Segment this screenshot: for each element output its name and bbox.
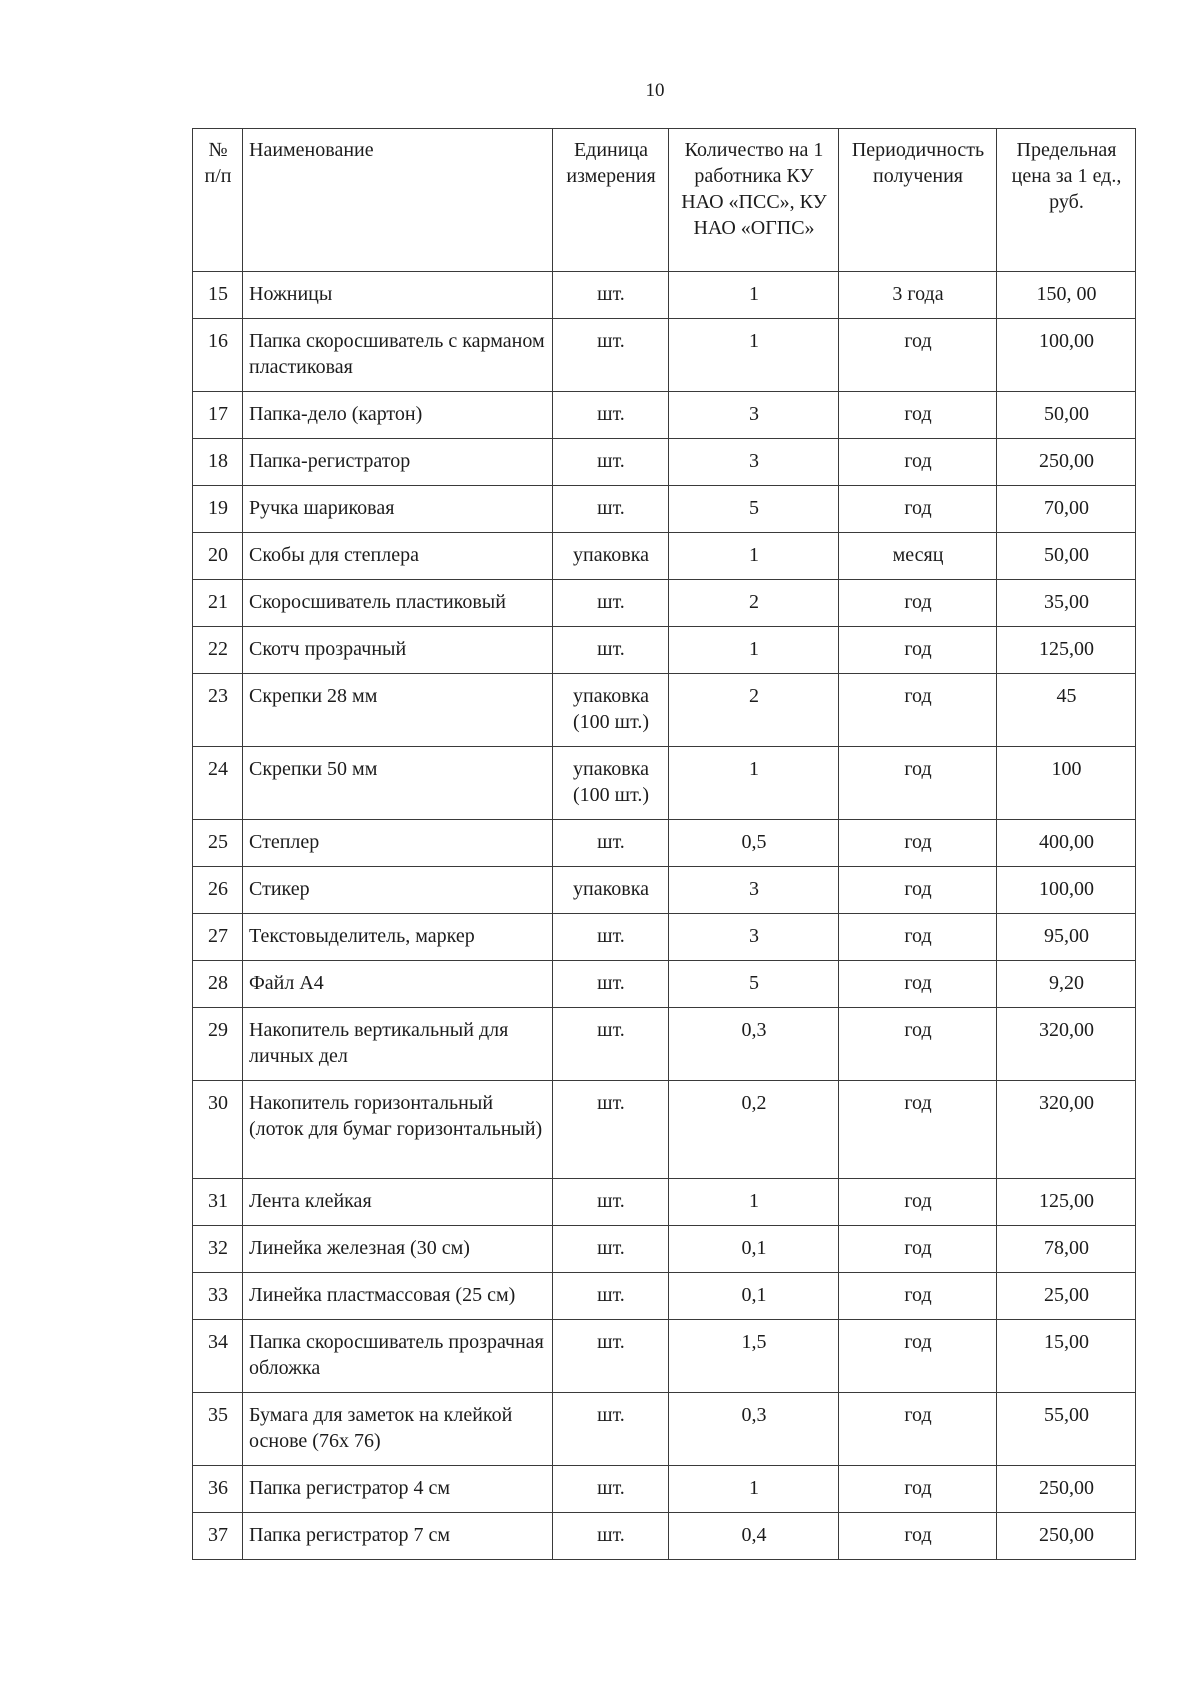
cell-period: год <box>839 1320 997 1393</box>
cell-period: год <box>839 1008 997 1081</box>
cell-name: Файл А4 <box>243 961 553 1008</box>
cell-qty: 0,5 <box>669 820 839 867</box>
supplies-table <box>192 128 1136 1560</box>
cell-price: 100,00 <box>997 319 1136 392</box>
cell-period: год <box>839 1393 997 1466</box>
cell-num: 18 <box>193 439 243 486</box>
table-row <box>193 1226 1136 1273</box>
cell-unit: шт. <box>553 820 669 867</box>
header-price: Предельная цена за 1 ед., руб. <box>997 129 1136 272</box>
cell-period: год <box>839 1179 997 1226</box>
cell-name: Линейка пластмассовая (25 см) <box>243 1273 553 1320</box>
cell-qty: 2 <box>669 580 839 627</box>
cell-qty: 0,4 <box>669 1513 839 1560</box>
cell-num: 32 <box>193 1226 243 1273</box>
cell-num: 17 <box>193 392 243 439</box>
cell-unit: шт. <box>553 914 669 961</box>
cell-num: 35 <box>193 1393 243 1466</box>
table-row <box>193 580 1136 627</box>
cell-price: 250,00 <box>997 439 1136 486</box>
table-row <box>193 439 1136 486</box>
cell-name: Накопитель вертикальный для личных дел <box>243 1008 553 1081</box>
cell-unit: шт. <box>553 1273 669 1320</box>
cell-period: год <box>839 580 997 627</box>
cell-unit: упаковка <box>553 867 669 914</box>
table-row <box>193 1179 1136 1226</box>
cell-period: год <box>839 914 997 961</box>
cell-unit: упаковка (100 шт.) <box>553 674 669 747</box>
cell-period: год <box>839 674 997 747</box>
cell-qty: 1 <box>669 272 839 319</box>
cell-name: Скрепки 28 мм <box>243 674 553 747</box>
cell-unit: шт. <box>553 486 669 533</box>
cell-price: 125,00 <box>997 1179 1136 1226</box>
cell-num: 15 <box>193 272 243 319</box>
cell-price: 70,00 <box>997 486 1136 533</box>
cell-price: 45 <box>997 674 1136 747</box>
table-row <box>193 1008 1136 1081</box>
table-row <box>193 1081 1136 1179</box>
cell-name: Папка скоросшиватель с карманом пластиковая <box>243 319 553 392</box>
table-body <box>193 272 1136 1560</box>
cell-qty: 1 <box>669 533 839 580</box>
cell-qty: 1 <box>669 627 839 674</box>
cell-name: Степлер <box>243 820 553 867</box>
cell-unit: шт. <box>553 961 669 1008</box>
cell-period: год <box>839 1081 997 1179</box>
cell-qty: 5 <box>669 961 839 1008</box>
table-row <box>193 1466 1136 1513</box>
cell-period: год <box>839 439 997 486</box>
cell-name: Бумага для заметок на клейкой основе (76х 76) <box>243 1393 553 1466</box>
table-row <box>193 674 1136 747</box>
cell-qty: 3 <box>669 914 839 961</box>
table-row <box>193 820 1136 867</box>
cell-name: Скрепки 50 мм <box>243 747 553 820</box>
cell-unit: шт. <box>553 1081 669 1179</box>
cell-num: 20 <box>193 533 243 580</box>
cell-price: 15,00 <box>997 1320 1136 1393</box>
cell-qty: 3 <box>669 439 839 486</box>
cell-period: год <box>839 319 997 392</box>
cell-price: 35,00 <box>997 580 1136 627</box>
cell-unit: шт. <box>553 319 669 392</box>
cell-name: Скобы для степлера <box>243 533 553 580</box>
cell-num: 31 <box>193 1179 243 1226</box>
cell-name: Ручка шариковая <box>243 486 553 533</box>
table-row <box>193 1320 1136 1393</box>
cell-price: 250,00 <box>997 1466 1136 1513</box>
cell-price: 150, 00 <box>997 272 1136 319</box>
cell-qty: 1 <box>669 1179 839 1226</box>
cell-unit: шт. <box>553 1466 669 1513</box>
cell-unit: шт. <box>553 580 669 627</box>
cell-price: 9,20 <box>997 961 1136 1008</box>
cell-unit: шт. <box>553 1393 669 1466</box>
cell-price: 78,00 <box>997 1226 1136 1273</box>
cell-num: 19 <box>193 486 243 533</box>
cell-price: 55,00 <box>997 1393 1136 1466</box>
cell-num: 25 <box>193 820 243 867</box>
cell-name: Накопитель горизонтальный (лоток для бумаг горизонтальный) <box>243 1081 553 1179</box>
cell-num: 21 <box>193 580 243 627</box>
table-row <box>193 627 1136 674</box>
cell-qty: 3 <box>669 867 839 914</box>
table-row <box>193 272 1136 319</box>
cell-qty: 1,5 <box>669 1320 839 1393</box>
cell-name: Скотч прозрачный <box>243 627 553 674</box>
cell-qty: 2 <box>669 674 839 747</box>
cell-name: Папка регистратор 7 см <box>243 1513 553 1560</box>
cell-num: 37 <box>193 1513 243 1560</box>
cell-price: 125,00 <box>997 627 1136 674</box>
table-row <box>193 1513 1136 1560</box>
cell-num: 36 <box>193 1466 243 1513</box>
cell-period: год <box>839 1513 997 1560</box>
cell-qty: 1 <box>669 747 839 820</box>
cell-period: год <box>839 627 997 674</box>
cell-unit: шт. <box>553 1513 669 1560</box>
cell-qty: 0,3 <box>669 1008 839 1081</box>
cell-qty: 0,1 <box>669 1226 839 1273</box>
cell-period: год <box>839 392 997 439</box>
cell-name: Папка регистратор 4 см <box>243 1466 553 1513</box>
cell-num: 30 <box>193 1081 243 1179</box>
table-row <box>193 914 1136 961</box>
cell-qty: 0,1 <box>669 1273 839 1320</box>
cell-qty: 1 <box>669 319 839 392</box>
cell-num: 24 <box>193 747 243 820</box>
cell-num: 26 <box>193 867 243 914</box>
cell-price: 400,00 <box>997 820 1136 867</box>
table-row <box>193 319 1136 392</box>
table-row <box>193 747 1136 820</box>
cell-price: 100,00 <box>997 867 1136 914</box>
cell-name: Линейка железная (30 см) <box>243 1226 553 1273</box>
header-qty: Количество на 1 работника КУ НАО «ПСС», КУ НАО «ОГПС» <box>669 129 839 272</box>
table-row <box>193 392 1136 439</box>
cell-price: 320,00 <box>997 1008 1136 1081</box>
header-unit: Единица измерения <box>553 129 669 272</box>
cell-num: 27 <box>193 914 243 961</box>
cell-name: Ножницы <box>243 272 553 319</box>
header-period: Периодичность получения <box>839 129 997 272</box>
header-name: Наименование <box>243 129 553 272</box>
cell-price: 50,00 <box>997 533 1136 580</box>
cell-num: 22 <box>193 627 243 674</box>
cell-price: 250,00 <box>997 1513 1136 1560</box>
cell-name: Лента клейкая <box>243 1179 553 1226</box>
cell-price: 25,00 <box>997 1273 1136 1320</box>
cell-period: год <box>839 1466 997 1513</box>
cell-price: 95,00 <box>997 914 1136 961</box>
cell-name: Папка-регистратор <box>243 439 553 486</box>
cell-period: год <box>839 1226 997 1273</box>
cell-period: 3 года <box>839 272 997 319</box>
cell-num: 23 <box>193 674 243 747</box>
cell-period: год <box>839 747 997 820</box>
cell-unit: шт. <box>553 1320 669 1393</box>
cell-name: Текстовыделитель, маркер <box>243 914 553 961</box>
cell-qty: 5 <box>669 486 839 533</box>
cell-unit: шт. <box>553 392 669 439</box>
cell-unit: шт. <box>553 272 669 319</box>
table-header <box>193 129 1136 272</box>
cell-period: год <box>839 486 997 533</box>
cell-period: год <box>839 820 997 867</box>
page-number: 10 <box>645 80 665 101</box>
header-row <box>193 129 1136 272</box>
cell-period: год <box>839 867 997 914</box>
cell-unit: упаковка (100 шт.) <box>553 747 669 820</box>
cell-num: 16 <box>193 319 243 392</box>
cell-period: год <box>839 1273 997 1320</box>
table-row <box>193 1393 1136 1466</box>
cell-name: Скоросшиватель пластиковый <box>243 580 553 627</box>
cell-name: Стикер <box>243 867 553 914</box>
cell-num: 28 <box>193 961 243 1008</box>
cell-qty: 0,2 <box>669 1081 839 1179</box>
header-num: № п/п <box>193 129 243 272</box>
cell-unit: шт. <box>553 627 669 674</box>
cell-price: 50,00 <box>997 392 1136 439</box>
cell-qty: 0,3 <box>669 1393 839 1466</box>
cell-num: 29 <box>193 1008 243 1081</box>
table-row <box>193 1273 1136 1320</box>
table-row <box>193 533 1136 580</box>
cell-unit: упаковка <box>553 533 669 580</box>
cell-price: 320,00 <box>997 1081 1136 1179</box>
table-row <box>193 867 1136 914</box>
cell-name: Папка-дело (картон) <box>243 392 553 439</box>
cell-unit: шт. <box>553 1179 669 1226</box>
cell-qty: 3 <box>669 392 839 439</box>
cell-period: год <box>839 961 997 1008</box>
cell-qty: 1 <box>669 1466 839 1513</box>
table-row <box>193 961 1136 1008</box>
cell-name: Папка скоросшиватель прозрачная обложка <box>243 1320 553 1393</box>
cell-num: 33 <box>193 1273 243 1320</box>
table-row <box>193 486 1136 533</box>
cell-period: месяц <box>839 533 997 580</box>
cell-unit: шт. <box>553 1226 669 1273</box>
cell-price: 100 <box>997 747 1136 820</box>
cell-unit: шт. <box>553 1008 669 1081</box>
cell-unit: шт. <box>553 439 669 486</box>
cell-num: 34 <box>193 1320 243 1393</box>
